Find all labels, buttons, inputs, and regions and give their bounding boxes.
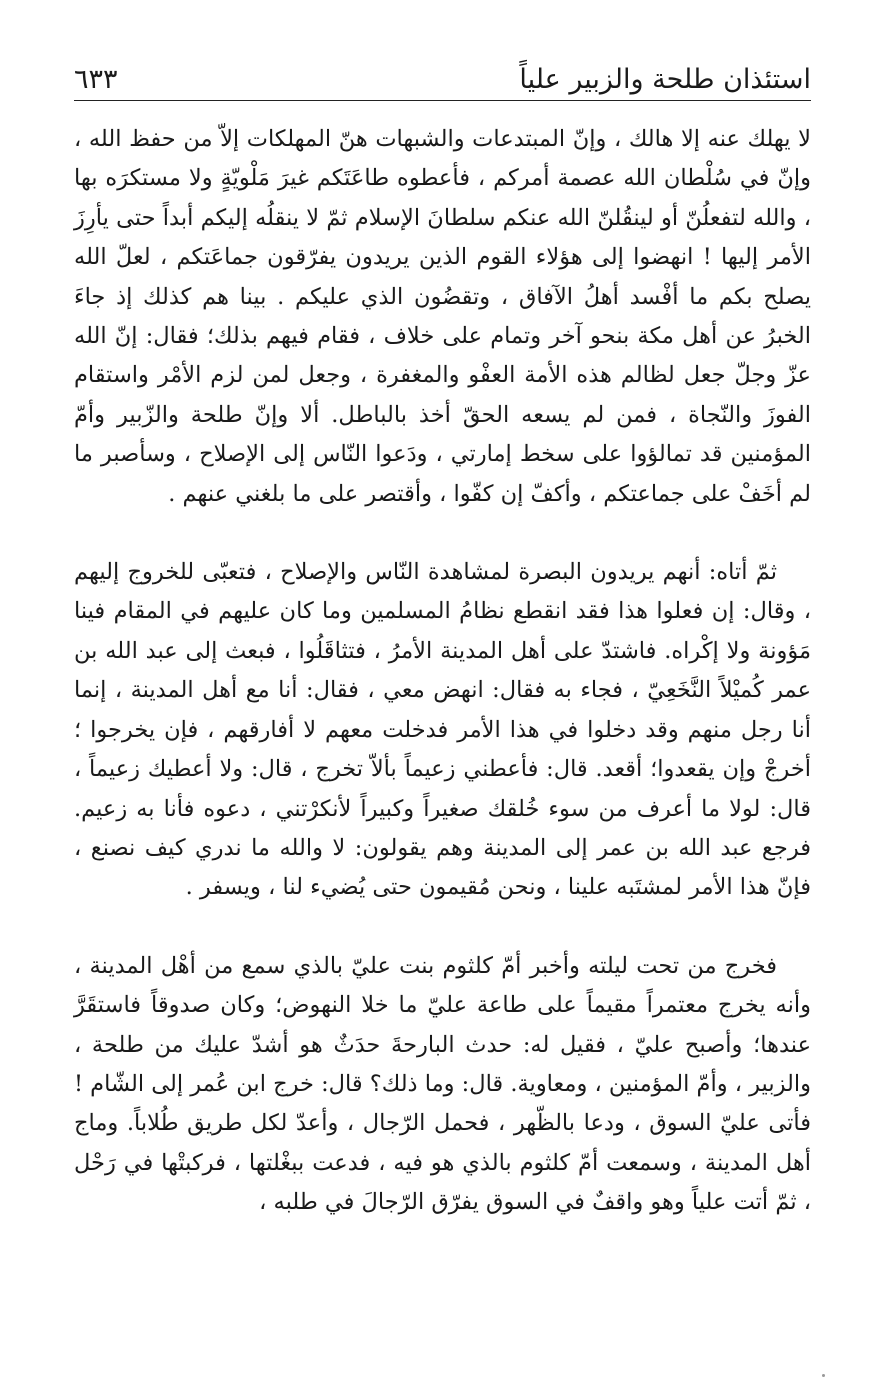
scan-dot (822, 1374, 825, 1377)
chapter-title: استئذان طلحة والزبير علياً (519, 64, 811, 95)
paragraph-2: ثمّ أتاه: أنهم يريدون البصرة لمشاهدة النّاس والإصلاح ، فتعبّى للخروج إليهم ، وقال: إن فعلوا هذا فقد انقطع نظامُ المسلمين وما كان عليهم في المقام فينا مَؤونة ولا إكْراه. فاشتدّ على أهل المدينة الأمرُ ، فتثاقَلُوا ، فبعث إلى عبد الله بن عمر كُميْلاً النَّخَعِيّ ، فجاء به فقال: انهض معي ، فقال: أنا مع أهل المدينة ، إنما أنا رجل منهم وقد دخلوا في هذا الأمر فدخلت معهم لا أفارقهم ، فإن يخرجوا ؛ أخرجْ وإن يقعدوا؛ أقعد. قال: فأعطني زعيماً بألاّ تخرج ، قال: ولا أعطيك زعيماً ، قال: لولا ما أعرف من سوء خُلقك صغيراً وكبيراً لأنكرْتني ، دعوه فأنا به زعيم. فرجع عبد الله بن عمر إلى المدينة وهم يقولون: لا والله ما ندري كيف نصنع ، فإنّ هذا الأمر لمشتَبه علينا ، ونحن مُقيمون حتى يُضيء لنا ، ويسفر . (74, 559, 811, 901)
paragraph-1: لا يهلك عنه إلا هالك ، وإنّ المبتدعات والشبهات هنّ المهلكات إلاّ من حفظ الله ، وإنّ في سُلْطان الله عصمة أمركم ، فأعطوه طاعَتَكم غيرَ مَلْويّةٍ ولا مستكرَه بها ، والله لتفعلُنّ أو لينقُلنّ الله عنكم سلطانَ الإسلام ثمّ لا ينقلُه إليكم أبداً حتى يأرِزَ الأمر إليها ! انهضوا إلى هؤلاء القوم الذين يريدون يفرّقون جماعَتكم ، لعلّ الله يصلح بكم ما أفْسد أهلُ الآفاق ، وتقضُون الذي عليكم . بينا هم كذلك إذ جاءَ الخبرُ عن أهل مكة بنحو آخر وتمام على خلاف ، فقام فيهم بذلك؛ فقال: إنّ الله عزّ وجلّ جعل لظالم هذه الأمة العفْو والمغفرة ، وجعل لمن لزم الأمْر واستقام الفوزَ والنّجاة ، فمن لم يسعه الحقّ أخذ بالباطل. ألا وإنّ طلحة والزّبير وأمّ المؤمنين قد تمالؤوا على سخط إمارتي ، ودَعوا النّاس إلى الإصلاح ، وسأصبر ما لم أخَفْ على جماعتكم ، وأكفّ إن كفّوا ، وأقتصر على ما بلغني عنهم . (74, 126, 811, 507)
paragraph-3: فخرج من تحت ليلته وأخبر أمّ كلثوم بنت عليّ بالذي سمع من أهْل المدينة ، وأنه يخرج معتمراً مقيماً على طاعة عليّ ما خلا النهوض؛ وكان صدوقاً فاستقَرَّ عندها؛ وأصبح عليّ ، فقيل له: حدث البارحةَ حدَثٌ هو أشدّ عليك من طلحة ، والزبير ، وأمّ المؤمنين ، ومعاوية. قال: وما ذلك؟ قال: خرج ابن عُمر إلى الشّام ! فأتى عليّ السوق ، ودعا بالظّهر ، فحمل الرّجال ، وأعدّ لكل طريق طُلاباً. وماج أهل المدينة ، وسمعت أمّ كلثوم بالذي هو فيه ، فدعت ببغْلتها ، فركبتْها في رَحْل ، ثمّ أتت علياً وهو واقفٌ في السوق يفرّق الرّجالَ في طلبه ، (73, 952, 811, 1216)
running-header (74, 54, 811, 101)
main-text (74, 120, 811, 1223)
page-number: ٦٣٣ (74, 64, 118, 95)
